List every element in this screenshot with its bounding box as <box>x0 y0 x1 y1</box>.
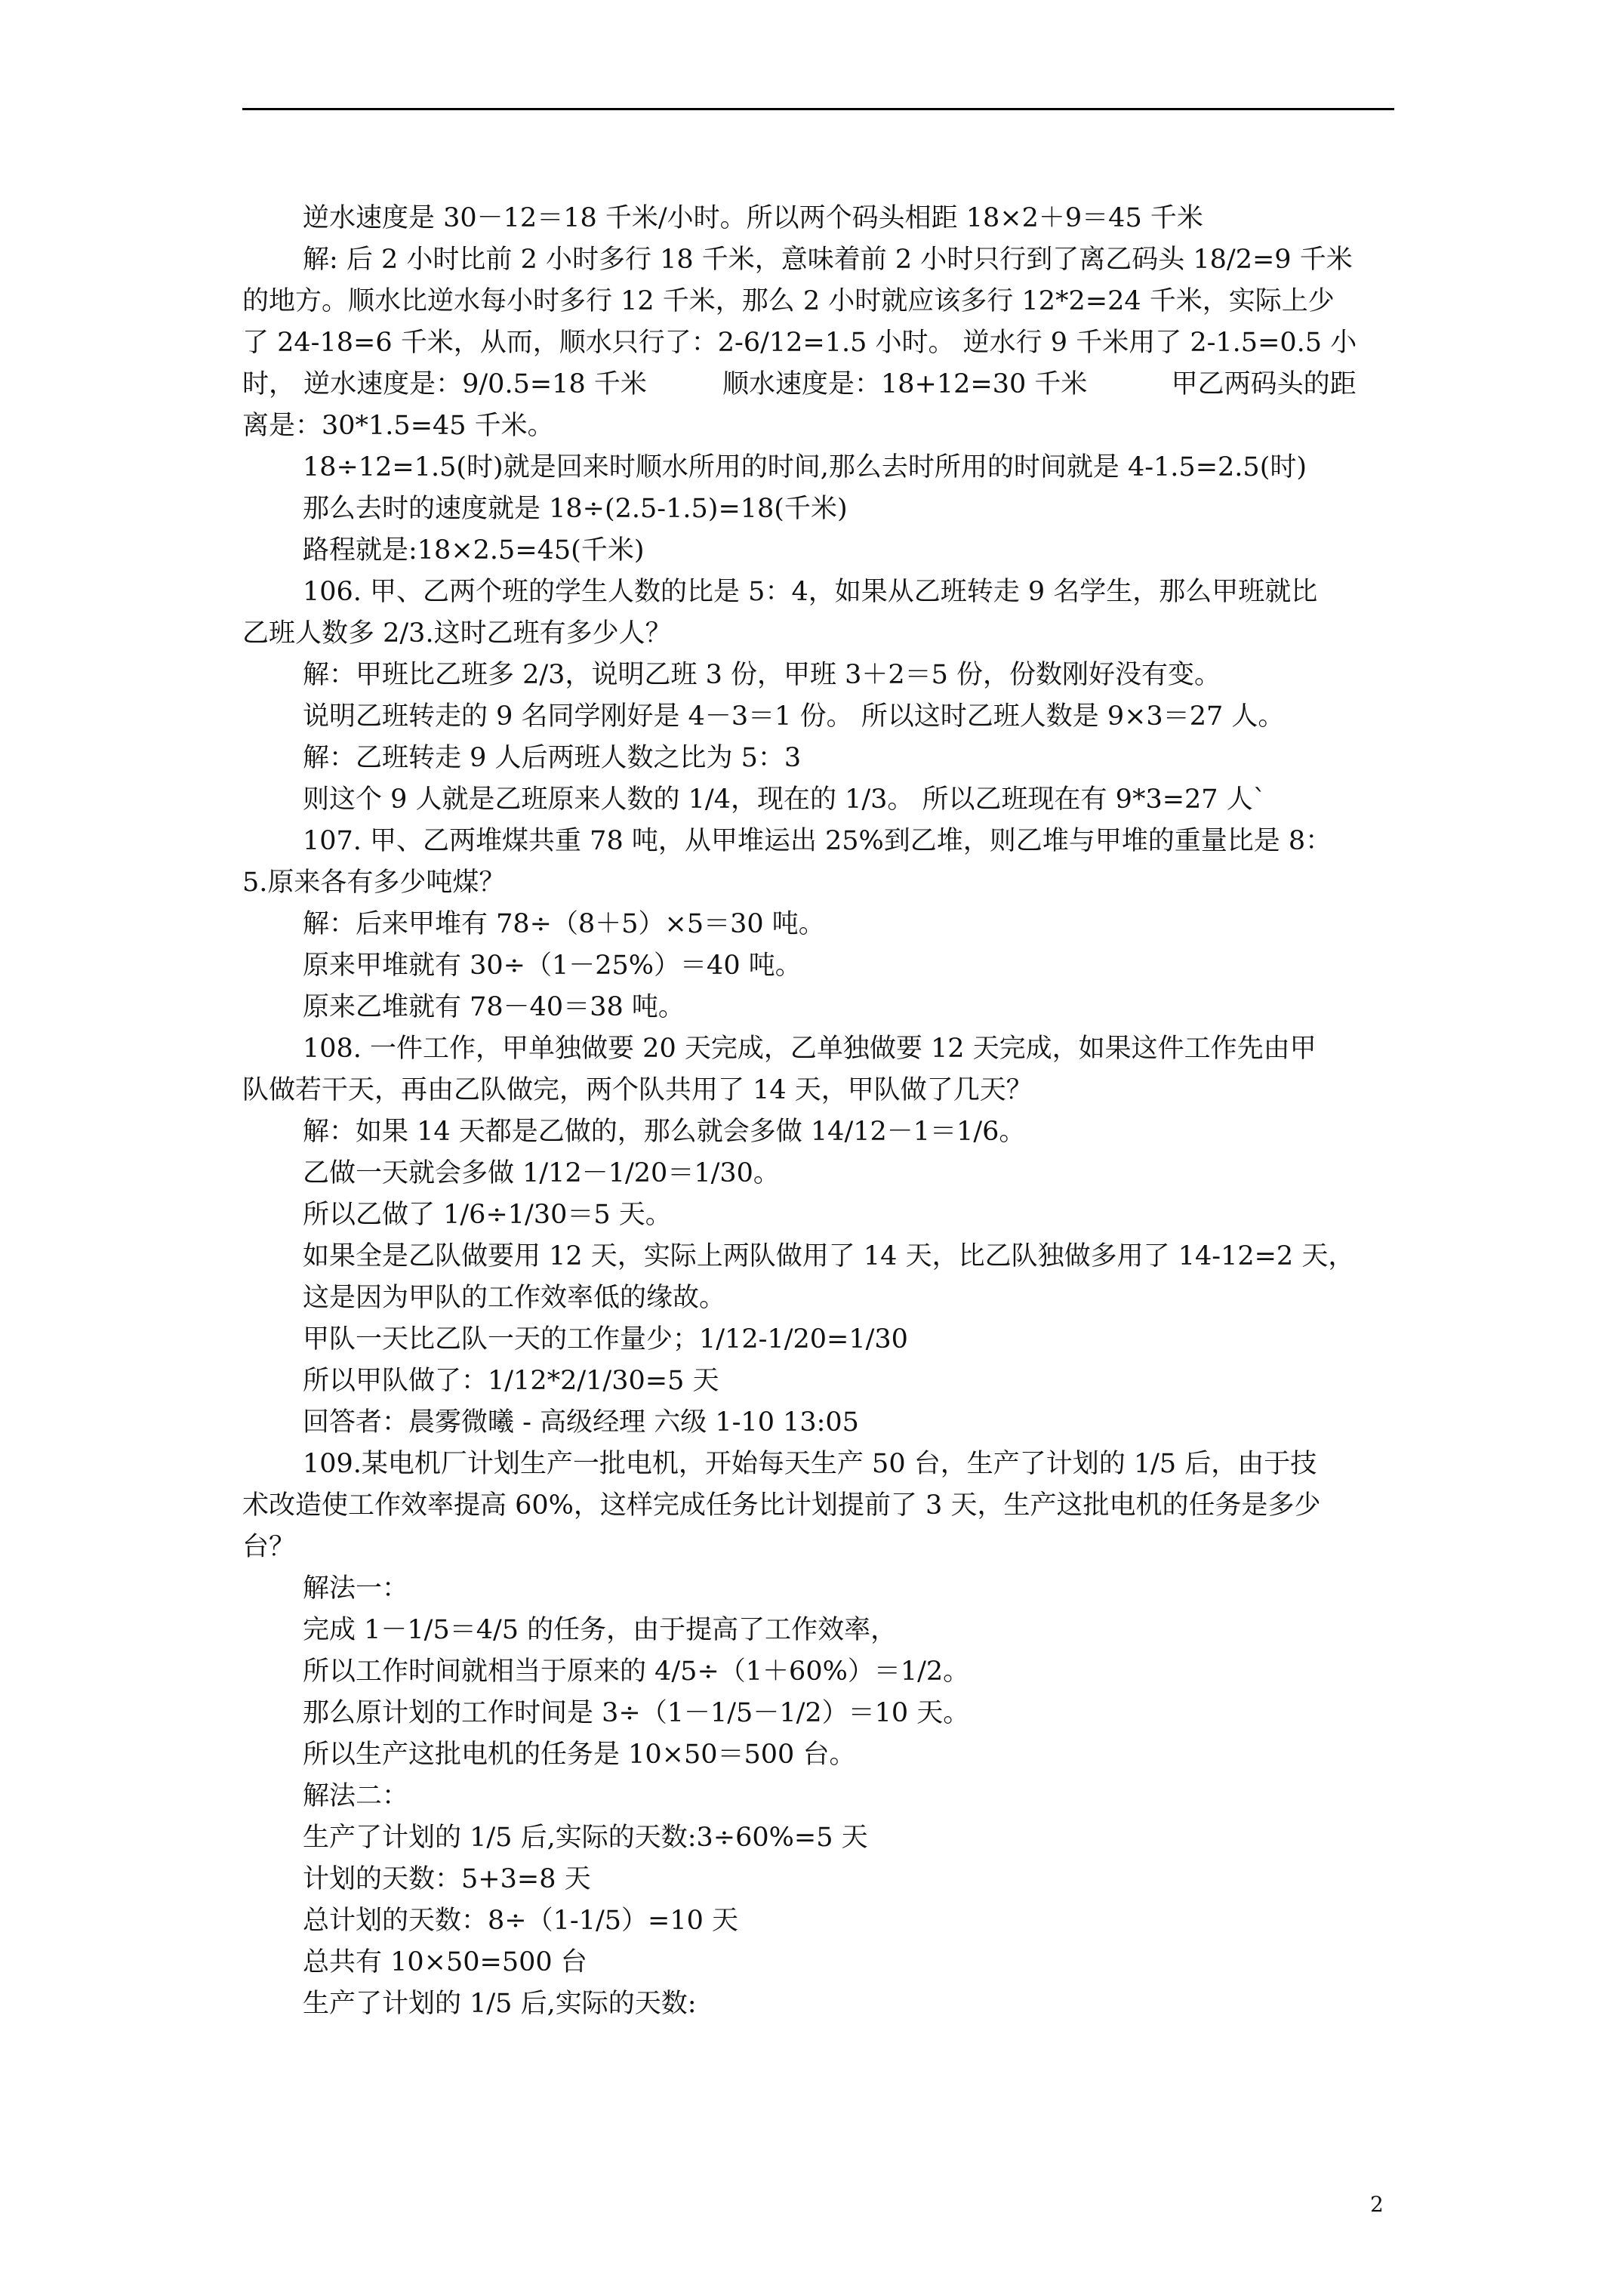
text-line: 解: 后 2 小时比前 2 小时多行 18 千米，意味着前 2 小时只行到了离乙码头 18/2=9 千米 <box>303 245 1353 275</box>
text-line: 那么去时的速度就是 18÷(2.5-1.5)=18(千米) <box>303 494 848 524</box>
text-line: 时， 逆水速度是：9/0.5=18 千米 顺水速度是：18+12=30 千米 甲乙两码头的距 <box>242 369 1357 399</box>
text-line: 了 24-18=6 千米，从而，顺水只行了：2-6/12=1.5 小时。 逆水行 9 千米用了 2-1.5=0.5 小 <box>242 328 1357 358</box>
text-line: 总计划的天数：8÷（1-1/5）=10 天 <box>303 1906 739 1936</box>
text-line: 解：如果 14 天都是乙做的，那么就会多做 14/12－1＝1/6。 <box>303 1117 1026 1147</box>
text-line: 解：甲班比乙班多 2/3，说明乙班 3 份，甲班 3＋2＝5 份，份数刚好没有变。 <box>303 660 1221 690</box>
text-line: 计划的天数：5+3=8 天 <box>303 1864 591 1894</box>
text-line: 解法一： <box>303 1573 409 1604</box>
text-line: 原来甲堆就有 30÷（1－25%）＝40 吨。 <box>303 951 802 981</box>
text-line: 完成 1－1/5＝4/5 的任务，由于提高了工作效率， <box>303 1615 898 1645</box>
text-line: 则这个 9 人就是乙班原来人数的 1/4，现在的 1/3。 所以乙班现在有 9*3=27 人` <box>303 784 1267 815</box>
text-line: 107. 甲、乙两堆煤共重 78 吨，从甲堆运出 25%到乙堆，则乙堆与甲堆的重量比是 8： <box>303 826 1332 856</box>
text-line: 说明乙班转走的 9 名同学刚好是 4－3＝1 份。 所以这时乙班人数是 9×3＝27 人。 <box>303 701 1285 732</box>
text-line: 106. 甲、乙两个班的学生人数的比是 5：4，如果从乙班转走 9 名学生，那么甲班就比 <box>303 577 1318 607</box>
text-line: 这是因为甲队的工作效率低的缘故。 <box>303 1283 726 1313</box>
text-line: 生产了计划的 1/5 后,实际的天数:3÷60%=5 天 <box>303 1823 868 1853</box>
text-line: 解：后来甲堆有 78÷（8＋5）×5＝30 吨。 <box>303 909 825 939</box>
text-line: 术改造使工作效率提高 60%，这样完成任务比计划提前了 3 天，生产这批电机的任务是多少 <box>242 1490 1321 1521</box>
text-line: 18÷12=1.5(时)就是回来时顺水所用的时间,那么去时所用的时间就是 4-1.5=2.5(时) <box>303 452 1307 482</box>
text-line: 台？ <box>242 1532 296 1562</box>
text-line: 逆水速度是 30－12＝18 千米/小时。所以两个码头相距 18×2＋9＝45 千米 <box>303 203 1203 233</box>
text-line: 5.原来各有多少吨煤？ <box>242 868 506 898</box>
text-line: 所以甲队做了：1/12*2/1/30=5 天 <box>303 1366 719 1396</box>
text-line: 如果全是乙队做要用 12 天，实际上两队做用了 14 天，比乙队独做多用了 14-12=2 天， <box>303 1241 1355 1271</box>
text-line: 解法二： <box>303 1781 409 1811</box>
header-rule <box>242 108 1394 110</box>
text-line: 108. 一件工作，甲单独做要 20 天完成，乙单独做要 12 天完成，如果这件工作先由甲 <box>303 1034 1317 1064</box>
text-line: 所以生产这批电机的任务是 10×50＝500 台。 <box>303 1740 856 1770</box>
text-line: 的地方。顺水比逆水每小时多行 12 千米，那么 2 小时就应该多行 12*2=24 千米，实际上少 <box>242 286 1335 316</box>
text-line: 甲队一天比乙队一天的工作量少；1/12-1/20=1/30 <box>303 1324 908 1354</box>
text-line: 回答者：晨雾微曦 - 高级经理 六级 1-10 13:05 <box>303 1407 859 1438</box>
text-line: 所以工作时间就相当于原来的 4/5÷（1＋60%）＝1/2。 <box>303 1657 970 1687</box>
text-line: 总共有 10×50=500 台 <box>303 1947 587 1977</box>
text-line: 那么原计划的工作时间是 3÷（1－1/5－1/2）＝10 天。 <box>303 1698 970 1728</box>
text-line: 路程就是:18×2.5=45(千米) <box>303 535 645 566</box>
text-line: 生产了计划的 1/5 后,实际的天数: <box>303 1989 697 2019</box>
text-line: 109.某电机厂计划生产一批电机，开始每天生产 50 台，生产了计划的 1/5 后，由于技 <box>303 1449 1317 1479</box>
text-line: 队做若干天，再由乙队做完，两个队共用了 14 天，甲队做了几天？ <box>242 1075 1033 1105</box>
text-line: 乙做一天就会多做 1/12－1/20＝1/30。 <box>303 1158 780 1188</box>
document-body <box>242 198 1394 2025</box>
text-line: 所以乙做了 1/6÷1/30＝5 天。 <box>303 1200 672 1230</box>
text-line: 离是：30*1.5=45 千米。 <box>242 411 554 441</box>
page-number: 2 <box>1370 2192 1384 2217</box>
text-line: 乙班人数多 2/3.这时乙班有多少人？ <box>242 618 672 649</box>
text-line: 原来乙堆就有 78－40＝38 吨。 <box>303 992 685 1022</box>
text-line: 解：乙班转走 9 人后两班人数之比为 5：3 <box>303 743 802 773</box>
